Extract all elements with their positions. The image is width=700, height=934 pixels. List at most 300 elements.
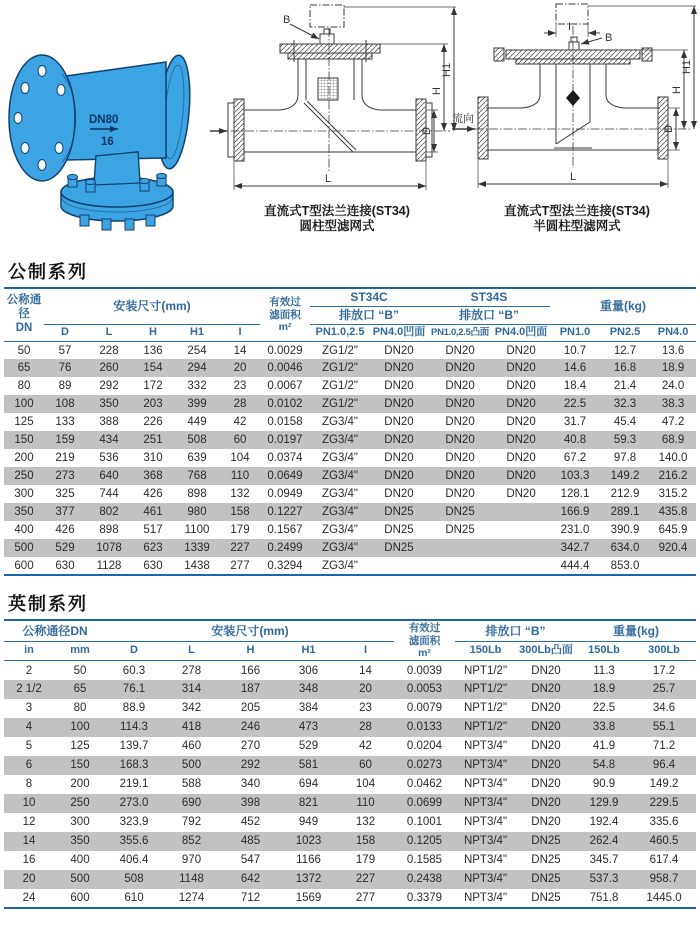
cell: 0.0158 xyxy=(267,416,303,429)
cell: 96.4 xyxy=(652,759,676,772)
cell: 60 xyxy=(233,434,247,447)
cell: 100 xyxy=(70,721,90,734)
cell: 970 xyxy=(181,854,202,867)
cell: 1078 xyxy=(96,542,122,555)
cylindrical-strainer-drawing-icon xyxy=(210,2,460,202)
table-row xyxy=(4,718,696,737)
metric-table xyxy=(4,287,696,576)
cell: NPT1/2" xyxy=(455,661,516,680)
cell: 2 xyxy=(4,661,54,680)
cell: DN25 xyxy=(531,835,561,848)
cell: 0.1001 xyxy=(406,816,443,829)
cell: 20 xyxy=(233,362,247,375)
cell: DN20 xyxy=(445,488,475,501)
cell: 449 xyxy=(187,416,207,429)
cell: 300 xyxy=(70,816,90,829)
cell: 2 1/2 xyxy=(16,683,42,696)
cell: 444.4 xyxy=(560,559,590,572)
cell: 460.5 xyxy=(649,835,679,848)
cell: DN20 xyxy=(506,398,536,411)
dim-l-label: L xyxy=(570,171,577,183)
cell: 150 xyxy=(70,759,90,772)
cell: 132 xyxy=(230,488,250,501)
dim-h1-label: H1 xyxy=(441,62,453,77)
cell: 203 xyxy=(143,398,163,411)
cell: DN25 xyxy=(384,542,414,555)
table-row xyxy=(4,889,696,908)
cell: 1438 xyxy=(184,559,210,572)
col-header: PN4.0凹面 xyxy=(494,326,548,338)
cell: 0.0197 xyxy=(267,434,303,447)
cell: 136 xyxy=(132,341,174,359)
col-header-area: 有效过 滤面积 m² xyxy=(408,622,441,659)
cell: 0.0029 xyxy=(260,341,310,359)
cell: DN20 xyxy=(445,452,475,465)
cell: 5 xyxy=(25,740,33,753)
cell: 23 xyxy=(359,702,372,715)
cell: DN20 xyxy=(445,470,475,483)
table-row xyxy=(4,699,696,718)
cell: DN20 xyxy=(506,452,536,465)
cell: 192.4 xyxy=(589,816,619,829)
cell: 13.6 xyxy=(650,341,696,359)
cell: ZG3/4" xyxy=(321,488,359,501)
cell: 368 xyxy=(143,470,163,483)
cell: 292 xyxy=(99,380,119,393)
caption-line: 圆柱型滤网式 xyxy=(299,219,375,233)
metric-table-body xyxy=(4,341,696,575)
cell: DN20 xyxy=(384,362,414,375)
cell: 158 xyxy=(355,835,376,848)
cell: 50 xyxy=(54,661,106,680)
cell: 0.2438 xyxy=(406,873,443,886)
cell: 751.8 xyxy=(589,891,619,904)
cell: 166.9 xyxy=(560,506,590,519)
cell: DN25 xyxy=(445,524,475,537)
cell: 0.0102 xyxy=(267,398,303,411)
col-header: in xyxy=(24,644,34,657)
cell: 744 xyxy=(99,488,119,501)
cell: NPT3/4" xyxy=(463,854,508,867)
cell: 853.0 xyxy=(610,559,640,572)
cell: 0.0204 xyxy=(406,740,443,753)
cell: 388 xyxy=(99,416,119,429)
dim-h1-label: H1 xyxy=(681,59,693,74)
cell: 529 xyxy=(55,542,75,555)
table-row xyxy=(4,557,696,575)
valve-size-label: DN80 xyxy=(89,114,119,126)
cell: 400 xyxy=(14,524,34,537)
cell: DN20 xyxy=(384,452,414,465)
cell: NPT1/2" xyxy=(463,683,508,696)
cell: DN20 xyxy=(531,797,561,810)
cell: 958.7 xyxy=(649,873,679,886)
cell: DN20 xyxy=(384,398,414,411)
cell: ZG3/4" xyxy=(321,559,359,572)
strainer-product-image xyxy=(4,26,206,239)
col-group-install: 安装尺寸(mm) xyxy=(44,288,260,325)
cell: 642 xyxy=(240,873,261,886)
cell: NPT3/4" xyxy=(463,873,508,886)
cell: 172 xyxy=(143,380,163,393)
cell: 536 xyxy=(99,452,119,465)
dim-l-label: L xyxy=(325,173,332,185)
cell: 400 xyxy=(70,854,90,867)
col-header: PN4.0 xyxy=(657,326,689,338)
cell: 852 xyxy=(181,835,202,848)
table-row xyxy=(4,485,696,503)
col-header: I xyxy=(238,326,242,338)
cell: 187 xyxy=(240,683,261,696)
cell: 1339 xyxy=(184,542,210,555)
cell: ZG3/4" xyxy=(321,506,359,519)
col-header: PN1.0,2.5凸面 xyxy=(431,326,489,338)
cell: DN20 xyxy=(531,740,561,753)
col-header: 150Lb xyxy=(588,644,620,657)
cell: 34.6 xyxy=(652,702,676,715)
cell: 0.1205 xyxy=(406,835,443,848)
col-header-dn: 公称通径 DN xyxy=(6,294,42,334)
table-row xyxy=(4,813,696,832)
cell: DN20 xyxy=(506,380,536,393)
cell: 0.0649 xyxy=(267,470,303,483)
cell: NPT3/4" xyxy=(463,891,508,904)
cell: 12 xyxy=(22,816,36,829)
cell: 342 xyxy=(181,702,202,715)
cell: 42 xyxy=(233,416,247,429)
cell: DN25 xyxy=(531,873,561,886)
cell: 129.9 xyxy=(589,797,619,810)
cell: DN20 xyxy=(445,398,475,411)
col-header: D xyxy=(61,326,69,338)
cell: 377 xyxy=(55,506,75,519)
cell: DN20 xyxy=(506,488,536,501)
col-group-weight: 重量(kg) xyxy=(550,288,696,325)
cell: 100 xyxy=(14,398,34,411)
drawing-semicylindrical xyxy=(450,2,700,207)
cell: 25.7 xyxy=(652,683,676,696)
cell: 110 xyxy=(230,470,250,483)
cell: 3 xyxy=(25,702,33,715)
cell: 640 xyxy=(99,470,119,483)
cell: 634.0 xyxy=(610,542,640,555)
cell: DN20 xyxy=(531,683,561,696)
col-header: H xyxy=(149,326,157,338)
cell: NPT3/4" xyxy=(463,816,508,829)
cell: 6 xyxy=(25,759,33,772)
cell: 610 xyxy=(124,891,144,904)
col-group-drain-s: 排放口 “B” xyxy=(428,307,550,325)
cell: 18.9 xyxy=(592,683,616,696)
cell: DN20 xyxy=(516,661,576,680)
cell: 712 xyxy=(240,891,261,904)
right-drawing-caption xyxy=(452,204,700,234)
cell: DN20 xyxy=(506,362,536,375)
table-row xyxy=(4,832,696,851)
cell: 500 xyxy=(70,873,90,886)
cell: 508 xyxy=(124,873,144,886)
cell: 0.0949 xyxy=(267,488,303,501)
cell: NPT3/4" xyxy=(463,835,508,848)
cell: 200 xyxy=(70,778,90,791)
caption-line: 直流式T型法兰连接(ST34) xyxy=(264,204,410,218)
cell: 768 xyxy=(187,470,207,483)
cell: DN20 xyxy=(445,380,475,393)
cell: 229.5 xyxy=(649,797,679,810)
cell: 205 xyxy=(240,702,261,715)
cell: 390.9 xyxy=(610,524,640,537)
cell: ZG1/2" xyxy=(310,341,370,359)
cell: 350 xyxy=(70,835,90,848)
dim-h-label: H xyxy=(431,87,443,95)
cell: 246 xyxy=(240,721,261,734)
col-group-install: 安装尺寸(mm) xyxy=(106,620,394,641)
cell: 345.7 xyxy=(589,854,619,867)
cell: 1166 xyxy=(296,854,321,867)
cell: DN20 xyxy=(531,702,561,715)
cell: 600 xyxy=(14,559,34,572)
cell: 104 xyxy=(355,778,376,791)
cell: 227 xyxy=(355,873,376,886)
cell: 23 xyxy=(233,380,247,393)
cell: 980 xyxy=(187,506,207,519)
cell: 1372 xyxy=(295,873,322,886)
cell: 537.3 xyxy=(589,873,619,886)
cell: 158 xyxy=(230,506,250,519)
cell: 332 xyxy=(187,380,207,393)
cell: ZG3/4" xyxy=(321,524,359,537)
cell: 355.6 xyxy=(119,835,149,848)
cell: 20 xyxy=(22,873,36,886)
col-group-dn: 公称通径DN xyxy=(4,620,106,641)
cell xyxy=(492,539,550,557)
col-header: L xyxy=(105,326,113,338)
cell: NPT3/4" xyxy=(463,778,508,791)
table-row xyxy=(4,870,696,889)
cell: 0.0273 xyxy=(406,759,443,772)
cell: 71.2 xyxy=(652,740,676,753)
cell: 45.4 xyxy=(613,416,637,429)
cell: 418 xyxy=(181,721,202,734)
table-row xyxy=(4,431,696,449)
cell: 645.9 xyxy=(658,524,688,537)
cell: 60 xyxy=(359,759,372,772)
cell: 398 xyxy=(240,797,261,810)
drawing-cylindrical xyxy=(210,2,460,207)
cell: 40.8 xyxy=(563,434,587,447)
cell: 898 xyxy=(187,488,207,501)
cell: 485 xyxy=(240,835,261,848)
cell: 22.5 xyxy=(592,702,616,715)
cell: 154 xyxy=(143,362,163,375)
col-group-weight: 重量(kg) xyxy=(576,620,696,641)
semicylindrical-strainer-drawing-icon xyxy=(450,2,700,202)
cell: DN20 xyxy=(506,416,536,429)
cell: 277 xyxy=(355,891,376,904)
strainer-3d-icon xyxy=(4,26,206,234)
cell: NPT3/4" xyxy=(463,797,508,810)
table-row xyxy=(4,661,696,680)
cell: 350 xyxy=(14,506,34,519)
cell: 17.2 xyxy=(632,661,696,680)
col-header: H xyxy=(246,644,255,657)
cell: 250 xyxy=(70,797,90,810)
cell: 0.0079 xyxy=(406,702,443,715)
cell: 399 xyxy=(187,398,207,411)
dim-b-label: B xyxy=(605,32,613,44)
cell: 898 xyxy=(99,524,119,537)
cell: 219 xyxy=(55,452,75,465)
table-row xyxy=(4,341,696,359)
cell: 28 xyxy=(359,721,372,734)
cell: 76 xyxy=(58,362,72,375)
cell: 18.4 xyxy=(563,380,587,393)
cell: 67.2 xyxy=(563,452,587,465)
cell xyxy=(428,557,492,575)
cell: 0.3379 xyxy=(406,891,443,904)
cell: 103.3 xyxy=(560,470,590,483)
col-header: PN2.5 xyxy=(609,326,641,338)
cell: 228 xyxy=(86,341,132,359)
cell: 11.3 xyxy=(576,661,632,680)
cell: 139.7 xyxy=(119,740,149,753)
cell: DN20 xyxy=(531,816,561,829)
cell: DN25 xyxy=(384,524,414,537)
table-row xyxy=(4,413,696,431)
cell: DN25 xyxy=(531,854,561,867)
cell: 41.9 xyxy=(592,740,616,753)
cell: 314 xyxy=(181,683,202,696)
cell: 20 xyxy=(359,683,372,696)
cell: 149.2 xyxy=(649,778,679,791)
cell: 149.2 xyxy=(610,470,640,483)
cell: 315.2 xyxy=(658,488,688,501)
cell: 306 xyxy=(280,661,337,680)
cell: 1569 xyxy=(295,891,322,904)
cell: 10.7 xyxy=(550,341,600,359)
cell: 473 xyxy=(298,721,319,734)
cell: DN20 xyxy=(531,721,561,734)
cell: DN20 xyxy=(506,470,536,483)
cell: DN25 xyxy=(531,891,561,904)
cell: 0.0053 xyxy=(406,683,443,696)
cell: 0.0046 xyxy=(267,362,303,375)
table-row xyxy=(4,449,696,467)
cell: 500 xyxy=(181,759,202,772)
cell: 1100 xyxy=(184,524,210,537)
cell: 270 xyxy=(240,740,261,753)
cell: 821 xyxy=(298,797,319,810)
cell: 949 xyxy=(298,816,319,829)
cell: 350 xyxy=(99,398,119,411)
cell: NPT3/4" xyxy=(463,759,508,772)
cell: DN20 xyxy=(384,416,414,429)
cell: 4 xyxy=(25,721,33,734)
cell: 251 xyxy=(143,434,163,447)
col-header: mm xyxy=(70,644,90,657)
cell: 920.4 xyxy=(658,542,688,555)
cell: 630 xyxy=(143,559,163,572)
col-header: PN1.0 xyxy=(559,326,591,338)
imperial-series-title: 英制系列 xyxy=(8,594,88,615)
cell: 547 xyxy=(240,854,261,867)
cell: 426 xyxy=(143,488,163,501)
cell: 104 xyxy=(230,452,250,465)
cell: 273 xyxy=(55,470,75,483)
cell: 76.1 xyxy=(122,683,146,696)
cell: 0.2499 xyxy=(267,542,303,555)
cell: 216.2 xyxy=(658,470,688,483)
metric-series-title: 公制系列 xyxy=(8,262,88,282)
table-row xyxy=(4,794,696,813)
caption-line: 直流式T型法兰连接(ST34) xyxy=(504,204,650,218)
cell: 159 xyxy=(55,434,75,447)
cell: DN25 xyxy=(445,506,475,519)
cell xyxy=(370,557,428,575)
cell: 89 xyxy=(58,380,72,393)
cell: 55.1 xyxy=(652,721,676,734)
dim-i-label: I xyxy=(568,21,572,33)
cell: 24.0 xyxy=(661,380,685,393)
cell: 292 xyxy=(240,759,261,772)
cell: 529 xyxy=(298,740,319,753)
cell: 8 xyxy=(25,778,33,791)
cell: 460 xyxy=(181,740,202,753)
col-header: PN4.0凹面 xyxy=(372,326,426,338)
cell: DN20 xyxy=(384,470,414,483)
flow-direction-label: 流向 xyxy=(452,113,474,125)
cell: 630 xyxy=(55,559,75,572)
cell: 65 xyxy=(17,362,31,375)
cell: 10 xyxy=(22,797,36,810)
cell: 110 xyxy=(356,797,375,810)
cell: 90.9 xyxy=(592,778,616,791)
cell: DN20 xyxy=(445,416,475,429)
col-group-drain: 排放口 “B” xyxy=(455,620,576,641)
cell: DN20 xyxy=(506,434,536,447)
cell: DN20 xyxy=(428,341,492,359)
cell xyxy=(492,557,550,575)
cell: 133 xyxy=(55,416,75,429)
table-row xyxy=(4,377,696,395)
table-row xyxy=(4,680,696,699)
table-row xyxy=(4,395,696,413)
cell: 1023 xyxy=(295,835,322,848)
cell: 50 xyxy=(4,341,44,359)
cell: 57 xyxy=(44,341,86,359)
cell: 254 xyxy=(174,341,220,359)
cell: 231.0 xyxy=(560,524,590,537)
cell: 348 xyxy=(298,683,319,696)
cell: DN20 xyxy=(445,362,475,375)
cell: 42 xyxy=(359,740,372,753)
cell: 0.0374 xyxy=(267,452,303,465)
cell: 600 xyxy=(70,891,90,904)
col-header-area: 有效过 滤面积 m² xyxy=(269,296,301,334)
cell: 168.3 xyxy=(119,759,149,772)
cell: 323.9 xyxy=(119,816,149,829)
cell: 639 xyxy=(187,452,207,465)
cell: 150 xyxy=(14,434,34,447)
cell: 22.5 xyxy=(563,398,587,411)
cell: 166 xyxy=(221,661,280,680)
cell: 128.1 xyxy=(560,488,590,501)
cell: 65 xyxy=(73,683,87,696)
cell: 14.6 xyxy=(563,362,587,375)
cell: 31.7 xyxy=(563,416,587,429)
cell: ZG1/2" xyxy=(321,362,359,375)
col-group-st34s: ST34S xyxy=(428,288,550,307)
